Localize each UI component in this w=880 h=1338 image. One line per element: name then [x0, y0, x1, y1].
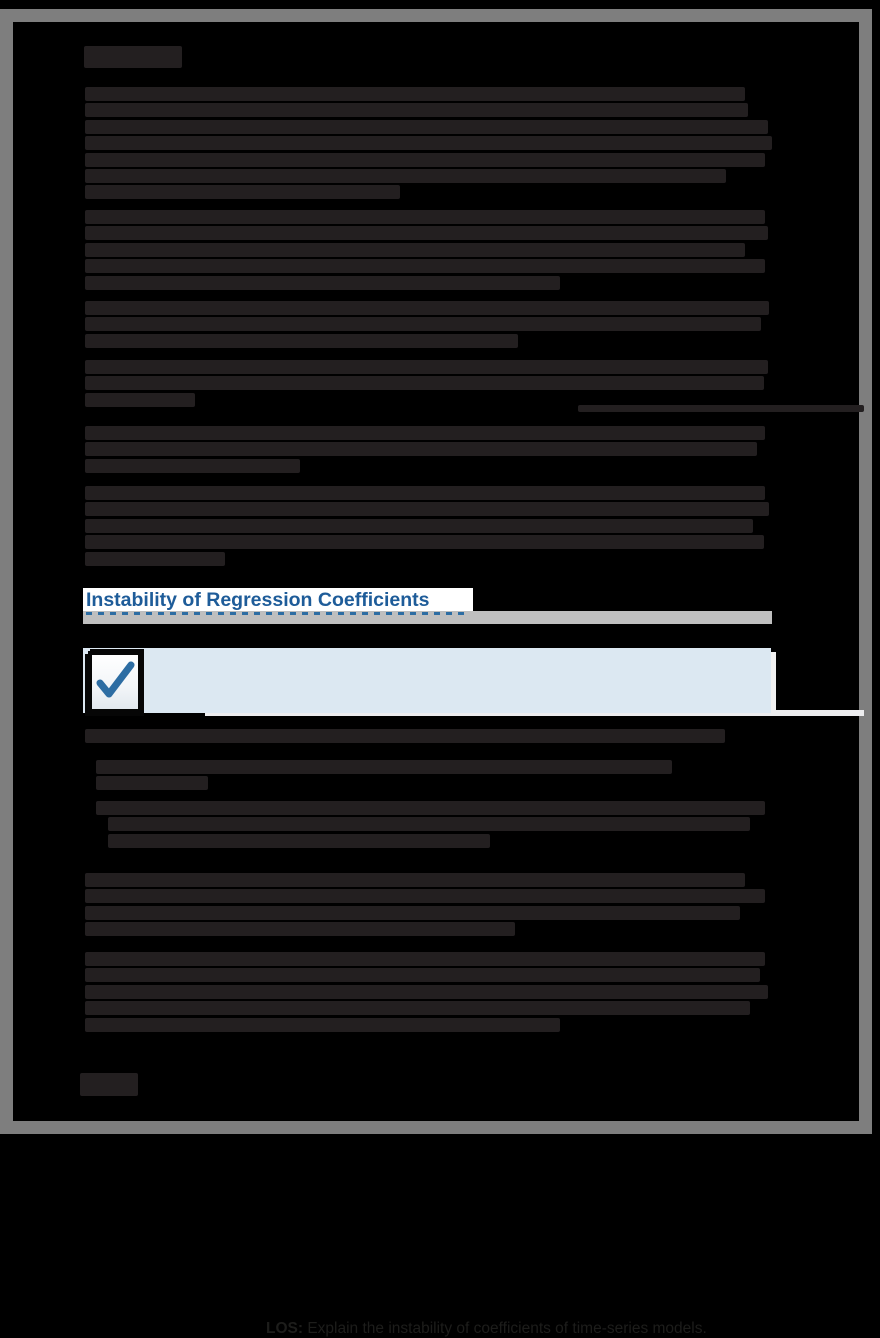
redacted-text-line-bullet-item-2: [108, 834, 490, 848]
checkmark-icon: [88, 651, 142, 713]
redacted-text-line-paragraph-1: [85, 185, 400, 199]
redacted-text-line-paragraph-2: [85, 243, 745, 257]
redacted-text-line-paragraph-1: [85, 87, 745, 101]
redacted-text-line-paragraph-1: [85, 103, 748, 117]
redacted-text-line-paragraph-9: [85, 968, 760, 982]
redacted-text-line-paragraph-2: [85, 210, 765, 224]
redacted-text-line-paragraph-8: [85, 922, 515, 936]
redacted-text-line-paragraph-5: [85, 426, 765, 440]
los-text: [266, 1320, 826, 1338]
redacted-text-line-bullet-item-2: [96, 801, 765, 815]
los-statement: Explain the instability of coefficients of time-series models.: [303, 1320, 707, 1337]
redacted-text-line-paragraph-4: [85, 376, 764, 390]
redacted-text-line-bullet-item-1: [96, 776, 208, 790]
redacted-text-line-paragraph-5: [85, 442, 757, 456]
redacted-text-line-paragraph-1: [85, 153, 765, 167]
redacted-text-line-paragraph-8: [85, 873, 745, 887]
redacted-text-line-paragraph-6: [85, 502, 769, 516]
section-heading: Instability of Regression Coefficients: [86, 589, 430, 611]
redacted-text-line-paragraph-6: [85, 486, 765, 500]
redacted-text-line-paragraph-8: [85, 889, 765, 903]
redacted-text-line-paragraph-6: [85, 519, 753, 533]
redacted-text-line-paragraph-9: [85, 952, 765, 966]
redacted-text-line-paragraph-4: [85, 360, 768, 374]
redacted-text-line-paragraph-9: [85, 985, 768, 999]
los-box: [83, 648, 771, 1337]
redacted-text-line-paragraph-4: [85, 393, 195, 407]
redacted-text-line-paragraph-7: [85, 729, 725, 743]
redacted-text-line-paragraph-3: [85, 334, 518, 348]
redacted-text-line-page-number: [80, 1073, 138, 1096]
redacted-text-line-bullet-item-2: [108, 817, 750, 831]
redacted-text-line-header-crumb: [84, 46, 182, 68]
los-label: LOS:: [266, 1320, 304, 1337]
redacted-text-line-paragraph-9: [85, 1018, 560, 1032]
redacted-text-line-rule-artifact: [578, 405, 864, 412]
redacted-text-line-paragraph-1: [85, 169, 726, 183]
redacted-text-line-paragraph-6: [85, 552, 225, 566]
redacted-text-line-paragraph-5: [85, 459, 300, 473]
redacted-text-line-paragraph-6: [85, 535, 764, 549]
redacted-text-line-paragraph-8: [85, 906, 740, 920]
redacted-text-line-paragraph-2: [85, 259, 765, 273]
redacted-text-line-paragraph-2: [85, 276, 560, 290]
heading-dashed-underline: [86, 612, 468, 615]
redacted-text-line-paragraph-3: [85, 317, 761, 331]
redacted-text-line-paragraph-9: [85, 1001, 750, 1015]
redacted-text-line-paragraph-2: [85, 226, 768, 240]
redacted-text-line-paragraph-1: [85, 136, 772, 150]
redacted-text-line-paragraph-1: [85, 120, 768, 134]
redacted-text-line-bullet-item-1: [96, 760, 672, 774]
redacted-text-line-paragraph-3: [85, 301, 769, 315]
